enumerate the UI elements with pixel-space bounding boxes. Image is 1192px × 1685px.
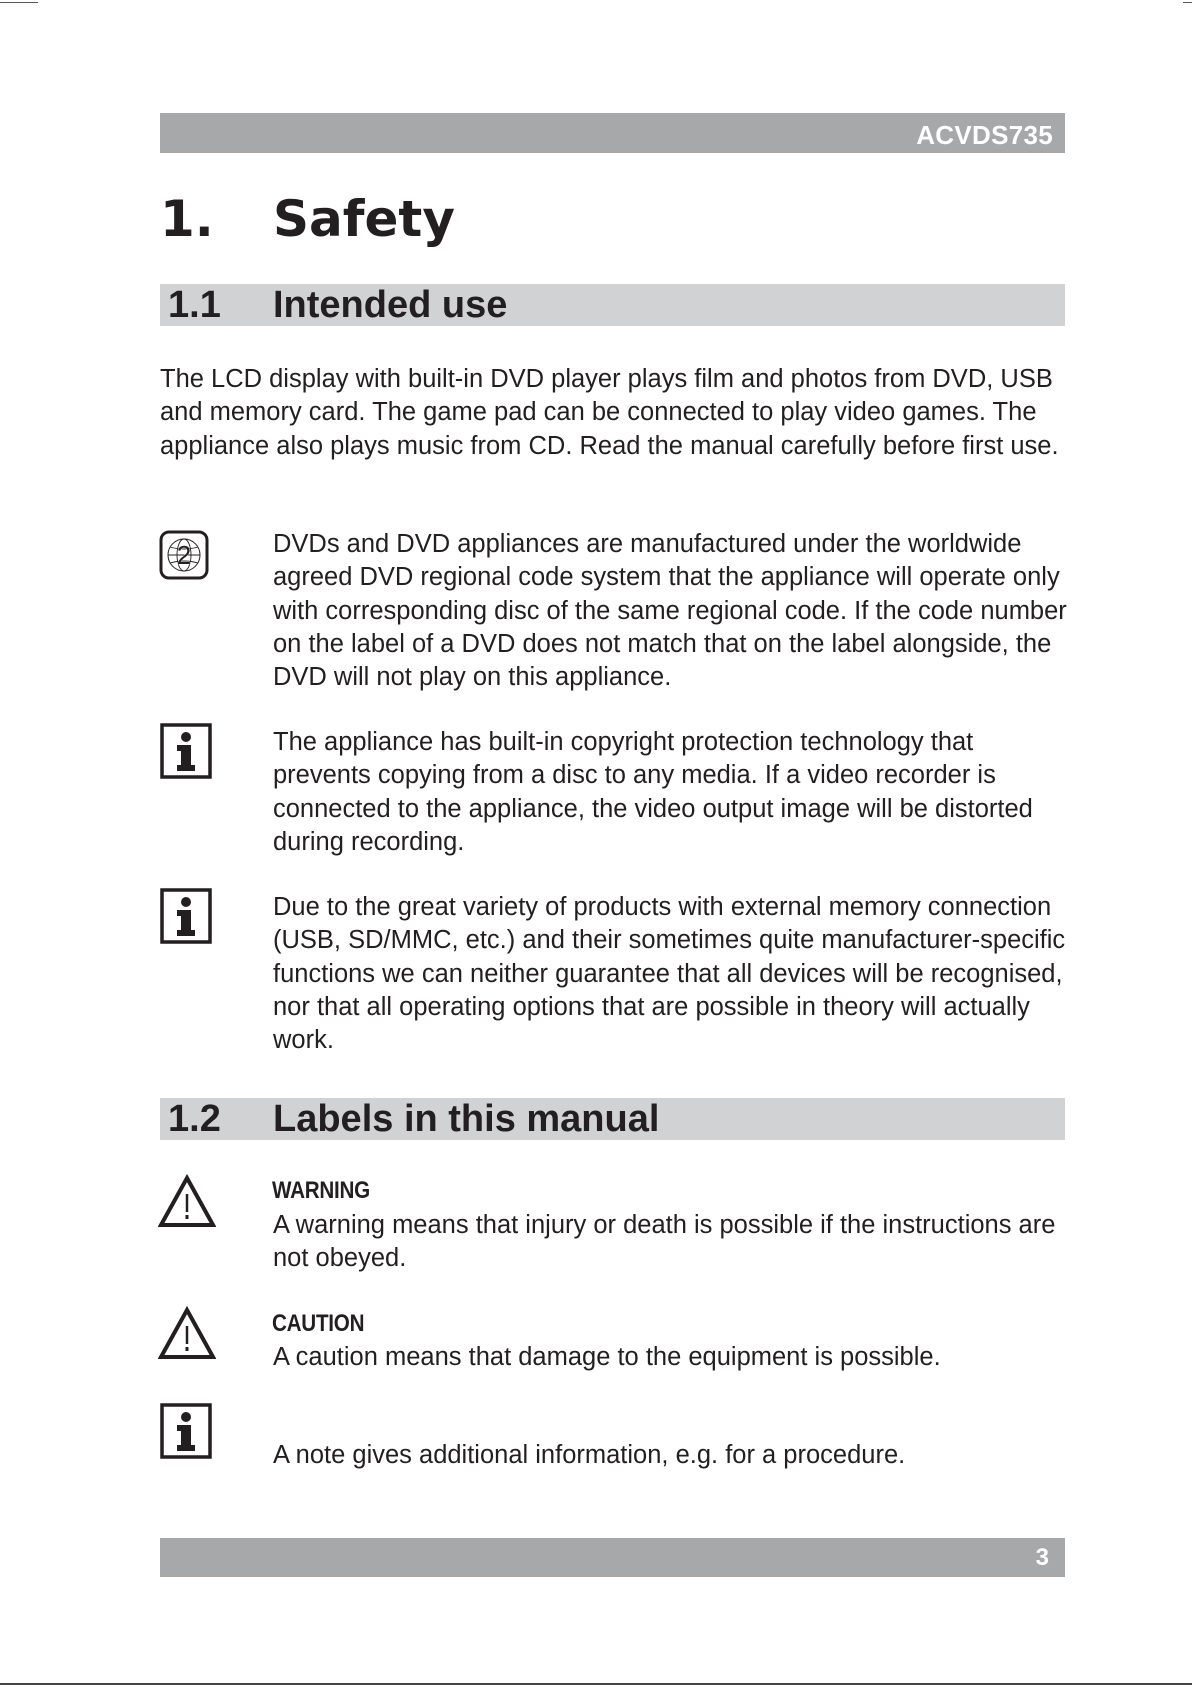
footer-bar — [160, 1538, 1065, 1577]
info-icon — [160, 888, 212, 944]
crop-mark-top-left — [0, 2, 38, 3]
section-title: Intended use — [273, 284, 508, 326]
info-icon — [160, 1403, 212, 1459]
section-heading-intended-use — [160, 284, 1065, 326]
label-text-caution: A caution means that damage to the equipment is possible. — [273, 1343, 941, 1371]
intro-paragraph: The LCD display with built-in DVD player plays film and photos from DVD, USB and memory card. The game pad can be connected to play video games. The appliance also plays music from CD. Read the manual carefully before first use. — [160, 365, 1059, 460]
section-title: Labels in this manual — [273, 1098, 660, 1140]
chapter-title: Safety — [273, 190, 455, 248]
note-region-code: DVDs and DVD appliances are manufactured under the worldwide agreed DVD regional code system that the appliance will operate only with corresponding disc of the same regional code. If the code number on the label of a DVD does not match that on the label alongside, the DVD will not play on this appliance. — [273, 530, 1067, 692]
model-number: ACVDS735 — [916, 120, 1053, 150]
note-copyright: The appliance has built-in copyright protection technology that prevents copying from a disc to any media. If a video recorder is connected to the appliance, the video output image will be distorted during recording. — [273, 728, 1033, 856]
warning-triangle-icon — [158, 1174, 216, 1230]
warning-triangle-icon — [158, 1306, 216, 1362]
crop-mark-top-right — [1183, 2, 1192, 3]
info-icon — [160, 723, 212, 779]
label-text-warning: A warning means that injury or death is possible if the instructions are not obeyed. — [273, 1211, 1056, 1273]
page-number: 3 — [1035, 1544, 1049, 1571]
header-bar — [160, 113, 1065, 153]
region-code-number: 2 — [176, 540, 192, 570]
section-heading-labels — [160, 1098, 1065, 1140]
chapter-number: 1. — [160, 190, 214, 248]
region-code-2-icon — [159, 530, 209, 580]
label-heading-caution: CAUTION — [272, 1310, 365, 1337]
note-external-memory: Due to the great variety of products with external memory connection (USB, SD/MMC, etc.) and their sometimes quite manufacturer-specific functions we can neither guarantee that all devices will be recognised, nor that all operating options that are possible in theory will actually work. — [273, 893, 1066, 1055]
section-number: 1.1 — [168, 284, 221, 326]
section-number: 1.2 — [168, 1098, 221, 1140]
label-text-note: A note gives additional information, e.g. for a procedure. — [273, 1441, 906, 1469]
label-heading-warning: WARNING — [272, 1177, 370, 1204]
